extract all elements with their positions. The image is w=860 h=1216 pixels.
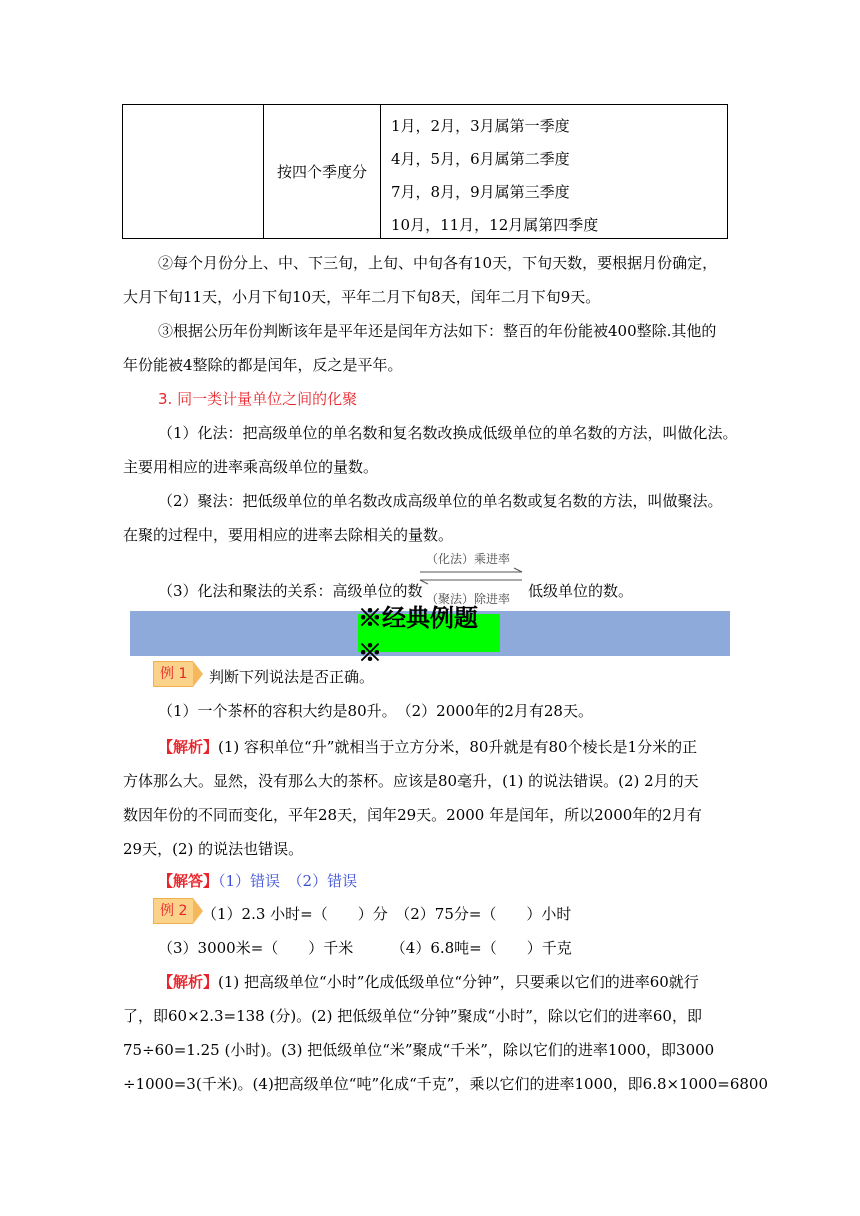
example-2-question-line: （3）3000米=（ ）千米 （4）6.8吨=（ ）千克 [158,939,572,957]
example-2-question-line: （1）2.3 小时=（ ）分 （2）75分=（ ）小时 [202,905,572,923]
tag-arrow-icon [193,661,203,687]
example-2-analysis-line: 了，即60×2.3=138 (分)。(2) 把低级单位“分钟”聚成“小时”，除以它们的进率60，即 [123,1007,702,1025]
note-2-line-2: 大月下旬11天，小月下旬10天，平年二月下旬8天，闰年二月下旬9天。 [123,288,601,306]
quarter-row: 4月，5月，6月属第二季度 [391,150,570,168]
section-banner [130,603,730,667]
note-3-line-2: 年份能被4整除的都是闰年，反之是平年。 [123,356,403,374]
example-tag-label: 例 1 [153,661,193,687]
example-2-analysis-line: 75÷60=1.25 (小时)。(3) 把低级单位“米”聚成“千米”，除以它们的进率1000，即3000 [123,1041,715,1059]
example-2-analysis-line: ÷1000=3(千米)。(4)把高级单位“吨”化成“千克”，乘以它们的进率1000，即6.8×1000=6800 [123,1075,768,1093]
example-2-analysis-line: 【解析】(1) 把高级单位“小时”化成低级单位“分钟”，只要乘以它们的进率60就行 [158,973,699,991]
example-1-items: （1）一个茶杯的容积大约是80升。 （2）2000年的2月有28天。 [158,702,593,720]
example-1-answer [158,870,357,891]
example-1-analysis-line: 【解析】(1) 容积单位“升”就相当于立方分米，80升就是有80个棱长是1分米的正 [158,738,698,756]
relation-suffix: 低级单位的数。 [528,582,634,600]
example-1-analysis-line: 数因年份的不同而变化，平年28天，闰年29天。2000 年是闰年，所以2000年的2月有 [123,806,702,824]
quarter-row: 10月，11月，12月属第四季度 [391,216,599,234]
arrow-bottom-label: （聚法）除进率 [426,592,511,606]
arrow-top-label: （化法）乘进率 [426,552,511,566]
quarter-row: 1月，2月，3月属第一季度 [391,117,570,135]
table-cell-quarter-method [264,105,381,238]
example-1-tag [153,662,203,686]
calendar-table [122,104,728,239]
answer-label: 【解答】 [158,872,219,890]
example-2-tag [153,899,203,923]
paragraph-line: （1）化法：把高级单位的单名数和复名数改换成低级单位的单名数的方法，叫做化法。 [158,424,738,442]
paragraph-line: 主要用相应的进率乘高级单位的量数。 [123,458,379,476]
example-1-analysis-line: 方体那么大。显然，没有那么大的茶杯。应该是80毫升，(1) 的说法错误。(2) 2月的天 [123,772,699,790]
quarter-row: 7月，8月，9月属第三季度 [391,183,570,201]
section-heading: 3. 同一类计量单位之间的化聚 [158,390,358,408]
analysis-label: 【解析】 [158,973,219,991]
quarter-method-label: 按四个季度分 [276,163,367,181]
example-1-analysis-line: 29天，(2) 的说法也错误。 [123,840,304,858]
paragraph-line: （2）聚法：把低级单位的单名数改成高级单位的单名数或复名数的方法，叫做聚法。 [158,492,723,510]
example-1-prompt: 判断下列说法是否正确。 [209,668,375,686]
answer-text: （1）错误 （2）错误 [218,872,358,890]
table-cell-empty [123,105,264,238]
relation-prefix: （3）化法和聚法的关系：高级单位的数 [158,582,423,600]
note-3-line-1: ③根据公历年份判断该年是平年还是闰年方法如下：整百的年份能被400整除.其他的 [158,322,717,340]
note-2-line-1: ②每个月份分上、中、下三旬，上旬、中旬各有10天，下旬天数，要根据月份确定， [158,254,718,272]
analysis-label: 【解析】 [158,738,219,756]
banner-title: ※经典例题※ [358,614,500,652]
paragraph-line: 在聚的过程中，要用相应的进率去除相关的量数。 [123,526,454,544]
table-cell-quarters [381,105,727,238]
example-tag-label: 例 2 [153,898,193,924]
